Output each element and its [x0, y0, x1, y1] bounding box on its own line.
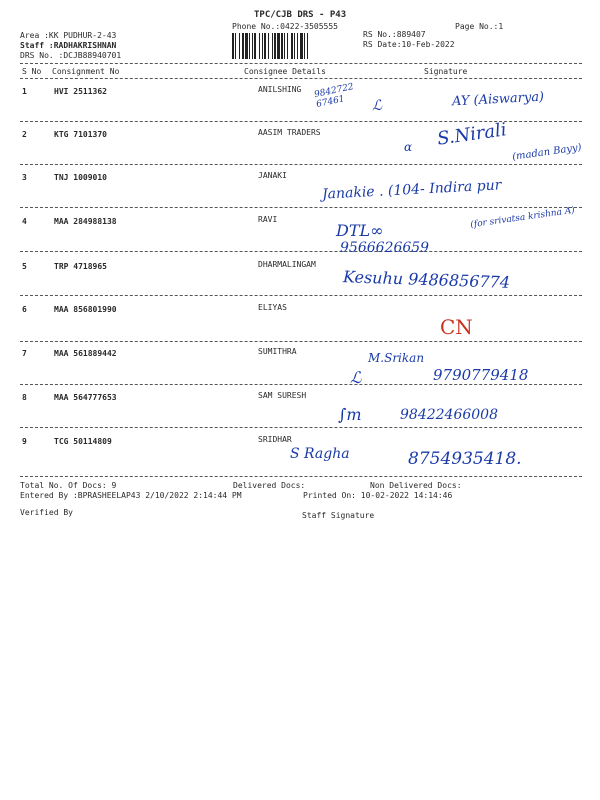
- consignee-name: SRIDHAR: [258, 435, 292, 444]
- consignee-name: SAM SURESH: [258, 391, 307, 400]
- consignee-name: SUMITHRA: [258, 347, 297, 356]
- barcode-bar: [262, 33, 263, 59]
- consignee-name: ELIYAS: [258, 303, 287, 312]
- column-header-consignee: Consignee Details: [244, 67, 326, 76]
- consignee-name: AASIM TRADERS: [258, 128, 321, 137]
- consignment-number: KTG 7101370: [54, 130, 107, 139]
- delivered-docs: Delivered Docs:: [233, 481, 306, 490]
- row-divider: [20, 341, 582, 342]
- row-sno: 7: [22, 349, 27, 358]
- entered-by: Entered By :BPRASHEELAP43 2/10/2022 2:14:44 PM: [20, 491, 242, 500]
- hand-mark: ℒ: [371, 97, 383, 115]
- handwritten-phone: 8754935418.: [408, 449, 522, 469]
- hand-mark: α: [404, 140, 413, 154]
- barcode-bar: [287, 33, 288, 59]
- consignment-number: MAA 856801990: [54, 305, 117, 314]
- handwritten-phone: 9566626659: [340, 240, 430, 256]
- barcode-bar: [242, 33, 244, 59]
- rs-number: RS No.:889407: [363, 30, 426, 39]
- row-sno: 6: [22, 305, 27, 314]
- row-divider: [20, 295, 582, 296]
- staff-label: Staff :RADHAKRISHNAN: [20, 41, 117, 50]
- row-sno: 2: [22, 130, 27, 139]
- staff-signature: Staff Signature: [302, 511, 375, 520]
- handwritten-note: (for srivatsa krishna A): [469, 205, 576, 231]
- barcode-bar: [264, 33, 266, 59]
- barcode-bar: [239, 33, 240, 59]
- row-divider: [20, 164, 582, 165]
- barcode-bar: [245, 33, 248, 59]
- consignment-number: MAA 561889442: [54, 349, 117, 358]
- document-title: TPC/CJB DRS - P43: [254, 10, 347, 20]
- table-row: [0, 305, 600, 345]
- row-sno: 3: [22, 173, 27, 182]
- barcode-bar: [232, 33, 234, 59]
- table-row: [0, 262, 600, 302]
- barcode-bar: [249, 33, 250, 59]
- printed-on: Printed On: 10-02-2022 14:14:46: [303, 491, 453, 500]
- divider: [20, 63, 582, 64]
- handwritten-signature: Kesuhu 9486856774: [342, 267, 511, 292]
- handwritten-signature: S Ragha: [290, 446, 350, 462]
- barcode-bar: [259, 33, 260, 59]
- handwritten-mark: CN: [440, 315, 473, 339]
- column-header-consignment: Consignment No: [52, 67, 120, 76]
- barcode-bar: [304, 33, 305, 59]
- barcode-bar: [284, 33, 285, 59]
- barcode-bar: [307, 33, 308, 59]
- divider: [20, 476, 582, 477]
- column-header-sno: S No: [22, 67, 42, 76]
- handwritten-phone: 9842722 67461: [313, 82, 355, 110]
- hand-mark: ∫m: [338, 405, 362, 424]
- handwritten-signature: M.Srikan: [368, 351, 425, 365]
- barcode-bar: [272, 33, 273, 59]
- consignment-number: MAA 564777653: [54, 393, 117, 402]
- barcode-bar: [297, 33, 298, 59]
- row-sno: 9: [22, 437, 27, 446]
- handwritten-note: (madan Bayy): [511, 142, 583, 163]
- barcode-image: [232, 33, 354, 59]
- phone-number: Phone No.:0422-3505555: [232, 22, 338, 31]
- consignment-number: TRP 4718965: [54, 262, 107, 271]
- consignment-number: TNJ 1009010: [54, 173, 107, 182]
- consignment-number: MAA 284988138: [54, 217, 117, 226]
- handwritten-signature: Janakie . (104- Indira pur: [321, 177, 502, 203]
- verified-by: Verified By: [20, 508, 73, 517]
- non-delivered-docs: Non Delivered Docs:: [370, 481, 462, 490]
- row-divider: [20, 427, 582, 428]
- consignment-number: HVI 2511362: [54, 87, 107, 96]
- divider: [20, 78, 582, 79]
- row-sno: 4: [22, 217, 27, 226]
- total-docs: Total No. Of Docs: 9: [20, 481, 117, 490]
- drs-number: DRS No. :DCJB88940701: [20, 51, 122, 60]
- row-sno: 1: [22, 87, 27, 96]
- row-sno: 8: [22, 393, 27, 402]
- handwritten-phone: 98422466008: [400, 407, 498, 423]
- rs-date: RS Date:10-Feb-2022: [363, 40, 455, 49]
- consignee-name: JANAKI: [258, 171, 287, 180]
- barcode-bar: [274, 33, 276, 59]
- area-label: Area :KK PUDHUR-2-43: [20, 31, 117, 40]
- hand-mark: DTL∞: [336, 221, 384, 240]
- barcode-bar: [300, 33, 303, 59]
- handwritten-signature: S.Nirali: [435, 119, 508, 150]
- row-divider: [20, 384, 582, 385]
- row-divider: [20, 207, 582, 208]
- barcode-bar: [294, 33, 295, 59]
- barcode-bar: [291, 33, 293, 59]
- barcode-bar: [252, 33, 253, 59]
- column-header-signature: Signature: [424, 67, 468, 76]
- barcode-bar: [268, 33, 269, 59]
- page-number: Page No.:1: [455, 22, 504, 31]
- barcode-bar: [281, 33, 283, 59]
- row-sno: 5: [22, 262, 27, 271]
- consignee-name: ANILSHING: [258, 85, 302, 94]
- consignee-name: RAVI: [258, 215, 278, 224]
- barcode-bar: [254, 33, 256, 59]
- barcode-bar: [277, 33, 280, 59]
- row-divider: [20, 251, 582, 252]
- consignment-number: TCG 50114809: [54, 437, 112, 446]
- consignee-name: DHARMALINGAM: [258, 260, 316, 269]
- handwritten-phone: 9790779418: [433, 366, 529, 384]
- barcode-bar: [235, 33, 236, 59]
- hand-mark: ℒ: [350, 368, 362, 387]
- handwritten-signature: AY (Aiswarya): [451, 89, 545, 110]
